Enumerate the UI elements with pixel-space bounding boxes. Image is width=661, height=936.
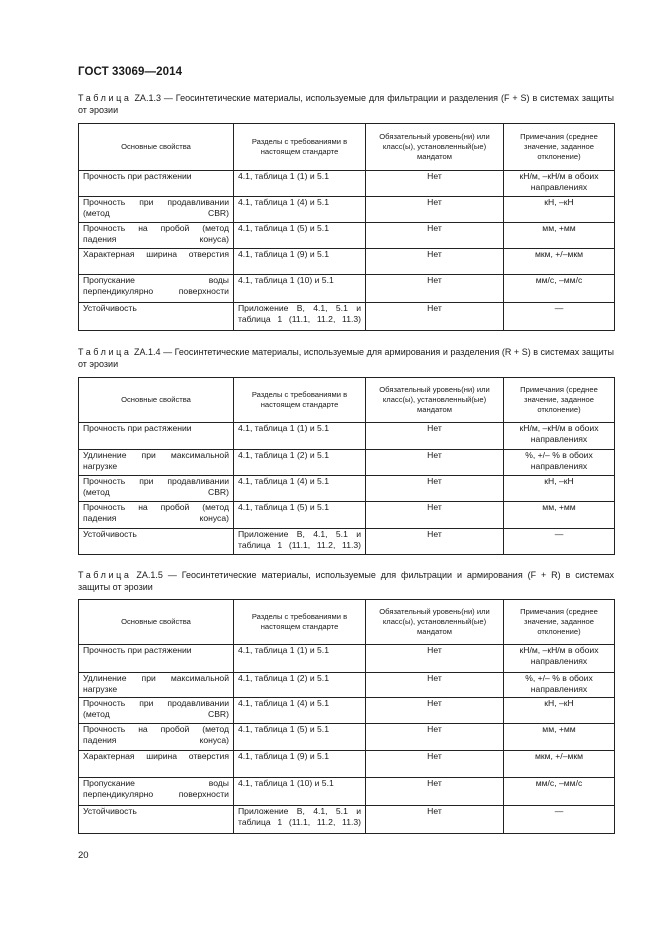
section-cell: 4.1, таблица 1 (1) и 5.1	[234, 171, 366, 197]
property-cell: Прочность при растяжении	[79, 645, 234, 673]
table-row	[79, 751, 615, 778]
property-cell: Устойчивость	[79, 303, 234, 331]
mandate-level-cell: Нет	[366, 698, 504, 724]
property-cell: Пропускание воды перпендикулярно поверхности	[79, 778, 234, 806]
mandate-level-cell: Нет	[366, 423, 504, 450]
section-cell: 4.1, таблица 1 (9) и 5.1	[234, 249, 366, 275]
column-header: Основные свойства	[79, 124, 234, 171]
column-header: Примечания (среднее значение, заданное отклонение)	[504, 378, 615, 423]
table-header-row	[79, 600, 615, 645]
table-caption	[78, 347, 614, 370]
notes-cell: —	[504, 303, 615, 331]
mandate-level-cell: Нет	[366, 249, 504, 275]
property-cell: Прочность на пробой (метод падения конуса)	[79, 223, 234, 249]
property-cell: Удлинение при максимальной нагрузке	[79, 450, 234, 476]
mandate-level-cell: Нет	[366, 778, 504, 806]
table-caption	[78, 570, 614, 593]
table-caption-text: ZA.1.4 — Геосинтетические материалы, используемые для армирования и разделения (R + S) в системах защиты от эрозии	[78, 347, 614, 369]
section-cell: 4.1, таблица 1 (9) и 5.1	[234, 751, 366, 778]
column-header: Разделы с требованиями в настоящем стандарте	[234, 124, 366, 171]
table-row	[79, 806, 615, 834]
notes-cell: мкм, +/–мкм	[504, 751, 615, 778]
table-caption-text: ZA.1.3 — Геосинтетические материалы, используемые для фильтрации и разделения (F + S) в системах защиты от эрозии	[78, 93, 614, 115]
mandate-level-cell: Нет	[366, 751, 504, 778]
notes-cell: кН, –кН	[504, 698, 615, 724]
mandate-level-cell: Нет	[366, 673, 504, 698]
property-cell: Удлинение при максимальной нагрузке	[79, 673, 234, 698]
section-cell: Приложение В, 4.1, 5.1 и таблица 1 (11.1, 11.2, 11.3)	[234, 529, 366, 555]
column-header: Разделы с требованиями в настоящем стандарте	[234, 600, 366, 645]
table-row	[79, 249, 615, 275]
section-cell: 4.1, таблица 1 (10) и 5.1	[234, 778, 366, 806]
table-row	[79, 303, 615, 331]
column-header: Примечания (среднее значение, заданное отклонение)	[504, 600, 615, 645]
property-cell: Пропускание воды перпендикулярно поверхности	[79, 275, 234, 303]
table-row	[79, 502, 615, 529]
property-cell: Характерная ширина отверстия	[79, 249, 234, 275]
table-header-row	[79, 378, 615, 423]
notes-cell: %, +/– % в обоих направлениях	[504, 673, 615, 698]
property-cell: Прочность на пробой (метод падения конуса)	[79, 724, 234, 751]
section-cell: 4.1, таблица 1 (2) и 5.1	[234, 450, 366, 476]
notes-cell: мм, +мм	[504, 502, 615, 529]
section-cell: 4.1, таблица 1 (10) и 5.1	[234, 275, 366, 303]
property-cell: Устойчивость	[79, 806, 234, 834]
property-cell: Прочность при растяжении	[79, 171, 234, 197]
property-cell: Устойчивость	[79, 529, 234, 555]
mandate-level-cell: Нет	[366, 450, 504, 476]
column-header: Обязательный уровень(ни) или класс(ы), установленный(ые) мандатом	[366, 378, 504, 423]
property-cell: Прочность при продавливании (метод CBR)	[79, 197, 234, 223]
mandate-level-cell: Нет	[366, 303, 504, 331]
notes-cell: —	[504, 529, 615, 555]
column-header: Основные свойства	[79, 600, 234, 645]
property-cell: Прочность при растяжении	[79, 423, 234, 450]
requirements-table	[78, 123, 615, 331]
column-header: Обязательный уровень(ни) или класс(ы), установленный(ые) мандатом	[366, 124, 504, 171]
section-cell: 4.1, таблица 1 (5) и 5.1	[234, 223, 366, 249]
table-row	[79, 778, 615, 806]
column-header: Разделы с требованиями в настоящем стандарте	[234, 378, 366, 423]
table-caption-word: Таблица	[78, 570, 132, 580]
mandate-level-cell: Нет	[366, 223, 504, 249]
notes-cell: кН, –кН	[504, 197, 615, 223]
mandate-level-cell: Нет	[366, 171, 504, 197]
table-row	[79, 645, 615, 673]
section-cell: 4.1, таблица 1 (1) и 5.1	[234, 645, 366, 673]
table-caption	[78, 93, 614, 116]
section-cell: 4.1, таблица 1 (1) и 5.1	[234, 423, 366, 450]
notes-cell: мм, +мм	[504, 724, 615, 751]
mandate-level-cell: Нет	[366, 806, 504, 834]
table-row	[79, 698, 615, 724]
table-caption-word: Таблица	[78, 347, 132, 357]
notes-cell: мкм, +/–мкм	[504, 249, 615, 275]
property-cell: Прочность при продавливании (метод CBR)	[79, 698, 234, 724]
table-row	[79, 275, 615, 303]
document-title: ГОСТ 33069—2014	[78, 66, 183, 78]
table-row	[79, 450, 615, 476]
notes-cell: %, +/– % в обоих направлениях	[504, 450, 615, 476]
section-cell: 4.1, таблица 1 (4) и 5.1	[234, 698, 366, 724]
section-cell: 4.1, таблица 1 (4) и 5.1	[234, 476, 366, 502]
table-row	[79, 673, 615, 698]
table-row	[79, 197, 615, 223]
mandate-level-cell: Нет	[366, 275, 504, 303]
table-row	[79, 423, 615, 450]
table-header-row	[79, 124, 615, 171]
table-caption-word: Таблица	[78, 93, 132, 103]
page-number: 20	[78, 850, 89, 861]
table-row	[79, 724, 615, 751]
section-cell: 4.1, таблица 1 (5) и 5.1	[234, 502, 366, 529]
notes-cell: кН/м, –кН/м в обоих направлениях	[504, 423, 615, 450]
property-cell: Прочность на пробой (метод падения конуса)	[79, 502, 234, 529]
notes-cell: —	[504, 806, 615, 834]
column-header: Основные свойства	[79, 378, 234, 423]
table-row	[79, 476, 615, 502]
notes-cell: мм, +мм	[504, 223, 615, 249]
notes-cell: мм/с, –мм/с	[504, 275, 615, 303]
requirements-table	[78, 377, 615, 555]
section-cell: 4.1, таблица 1 (2) и 5.1	[234, 673, 366, 698]
property-cell: Характерная ширина отверстия	[79, 751, 234, 778]
mandate-level-cell: Нет	[366, 197, 504, 223]
mandate-level-cell: Нет	[366, 529, 504, 555]
section-cell: 4.1, таблица 1 (4) и 5.1	[234, 197, 366, 223]
mandate-level-cell: Нет	[366, 724, 504, 751]
requirements-table	[78, 599, 615, 834]
notes-cell: кН, –кН	[504, 476, 615, 502]
mandate-level-cell: Нет	[366, 502, 504, 529]
column-header: Примечания (среднее значение, заданное отклонение)	[504, 124, 615, 171]
notes-cell: кН/м, –кН/м в обоих направлениях	[504, 171, 615, 197]
table-row	[79, 223, 615, 249]
table-row	[79, 171, 615, 197]
notes-cell: мм/с, –мм/с	[504, 778, 615, 806]
column-header: Обязательный уровень(ни) или класс(ы), установленный(ые) мандатом	[366, 600, 504, 645]
mandate-level-cell: Нет	[366, 476, 504, 502]
mandate-level-cell: Нет	[366, 645, 504, 673]
table-caption-text: ZA.1.5 — Геосинтетические материалы, используемые для фильтрации и армирования (F + R) в системах защиты от эрозии	[78, 570, 614, 592]
section-cell: 4.1, таблица 1 (5) и 5.1	[234, 724, 366, 751]
property-cell: Прочность при продавливании (метод CBR)	[79, 476, 234, 502]
table-row	[79, 529, 615, 555]
section-cell: Приложение В, 4.1, 5.1 и таблица 1 (11.1, 11.2, 11.3)	[234, 806, 366, 834]
section-cell: Приложение В, 4.1, 5.1 и таблица 1 (11.1, 11.2, 11.3)	[234, 303, 366, 331]
notes-cell: кН/м, –кН/м в обоих направлениях	[504, 645, 615, 673]
